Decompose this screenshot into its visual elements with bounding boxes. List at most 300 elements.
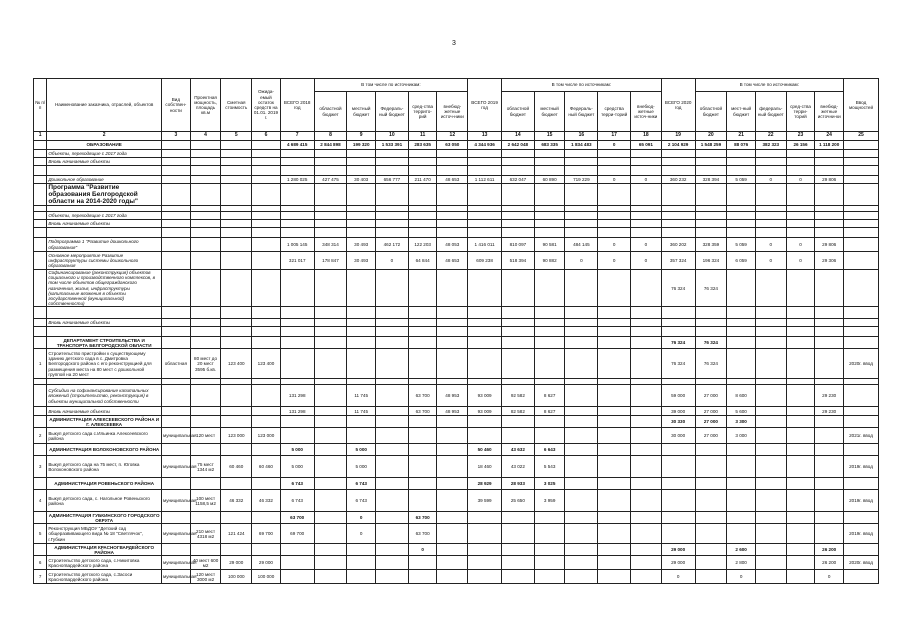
- cell-value: [314, 212, 347, 220]
- row-name: Вновь начинаемые объекты: [47, 220, 162, 228]
- cell-value: [468, 337, 502, 349]
- cell-value: [190, 407, 221, 416]
- cell-value: [347, 228, 376, 238]
- cell-value: [565, 327, 598, 337]
- cell-value: [347, 270, 376, 307]
- cell-value: [815, 456, 844, 478]
- cell-value: [755, 150, 786, 158]
- col-total-2018: ВСЕГО 2018 год: [280, 79, 314, 132]
- cell-value: [190, 150, 221, 158]
- cell-value: [280, 270, 314, 307]
- cell-value: [844, 270, 879, 307]
- cell-value: [755, 327, 786, 337]
- cell-value: [661, 478, 695, 490]
- cell-value: [844, 407, 879, 416]
- row-name: АДМИНИСТРАЦИЯ ГУБКИНСКОГО ГОРОДСКОГО ОКРУГА: [48, 512, 160, 523]
- cell-value: 0: [786, 176, 815, 184]
- cell-value: [347, 212, 376, 220]
- cell-value: [314, 220, 347, 228]
- cell-value: [376, 184, 409, 206]
- cell-value: [598, 349, 631, 379]
- row-name: Дошкольное образование: [47, 176, 162, 184]
- src-extra: внебюд-жетные источ-ники: [631, 92, 662, 132]
- cell-value: [280, 184, 314, 206]
- cell-value: [252, 228, 281, 238]
- cell-value: [314, 150, 347, 158]
- cell-value: [598, 456, 631, 478]
- cell-value: [695, 444, 727, 456]
- cell-value: 48 953: [437, 385, 468, 407]
- cell-value: [661, 319, 695, 327]
- cell-value: 5 059: [727, 238, 756, 252]
- table-row: [34, 166, 879, 176]
- cell-value: [162, 444, 191, 456]
- cell-value: [347, 166, 376, 176]
- cell-value: [598, 166, 631, 176]
- cell-value: [815, 166, 844, 176]
- cell-value: [221, 176, 252, 184]
- cell-value: [844, 158, 879, 166]
- cell-value: 65 091: [631, 141, 662, 150]
- cell-value: [408, 444, 437, 456]
- cell-value: [437, 478, 468, 490]
- cell-value: 46 332: [221, 490, 252, 512]
- cell-value: 3 000: [727, 428, 756, 444]
- cell-value: [437, 349, 468, 379]
- cell-value: [252, 150, 281, 158]
- cell-value: 8 600: [727, 385, 756, 407]
- cell-value: [631, 270, 662, 307]
- cell-value: [631, 524, 662, 544]
- cell-value: 5 600: [727, 407, 756, 416]
- cell-value: [631, 184, 662, 206]
- cell-value: [534, 220, 565, 228]
- cell-value: [162, 212, 191, 220]
- cell-value: 30 330: [661, 416, 695, 428]
- cell-value: [280, 228, 314, 238]
- cell-value: [408, 478, 437, 490]
- src-local: местный бюджет: [347, 92, 376, 132]
- cell-value: [598, 327, 631, 337]
- cell-value: [376, 349, 409, 379]
- row-number: [34, 478, 47, 490]
- cell-value: 2 104 929: [661, 141, 695, 150]
- cell-value: [631, 166, 662, 176]
- cell-value: [437, 456, 468, 478]
- cell-value: [280, 158, 314, 166]
- cell-value: 4 689 415: [280, 141, 314, 150]
- cell-value: 120 мест: [190, 428, 221, 444]
- cell-value: 6 743: [347, 478, 376, 490]
- cell-value: 8 627: [534, 407, 565, 416]
- cell-value: [468, 349, 502, 379]
- column-number: 8: [314, 132, 347, 141]
- cell-value: [502, 544, 535, 556]
- cell-value: 43 022: [502, 456, 535, 478]
- cell-value: [314, 544, 347, 556]
- cell-value: [221, 319, 252, 327]
- cell-value: [695, 228, 727, 238]
- column-number: 2: [47, 132, 162, 141]
- cell-value: [598, 212, 631, 220]
- cell-value: [408, 490, 437, 512]
- cell-value: 76 324: [661, 349, 695, 379]
- cell-value: [695, 184, 727, 206]
- cell-value: муниципальная: [162, 428, 191, 444]
- cell-value: 30 000: [661, 428, 695, 444]
- cell-value: [162, 176, 191, 184]
- cell-value: [437, 490, 468, 512]
- cell-value: [786, 337, 815, 349]
- cell-value: [755, 349, 786, 379]
- cell-value: [695, 490, 727, 512]
- table-row: [34, 158, 879, 166]
- cell-value: 48 653: [437, 252, 468, 270]
- cell-value: 26 156: [786, 141, 815, 150]
- cell-value: 90 581: [534, 238, 565, 252]
- cell-value: 0: [376, 252, 409, 270]
- cell-value: [437, 184, 468, 206]
- cell-value: 0: [631, 252, 662, 270]
- row-number: [34, 238, 47, 252]
- column-number: 22: [755, 132, 786, 141]
- cell-value: [755, 407, 786, 416]
- cell-value: [815, 349, 844, 379]
- cell-value: [844, 150, 879, 158]
- cell-value: [347, 150, 376, 158]
- table-row: [34, 544, 879, 556]
- cell-value: [534, 184, 565, 206]
- cell-value: 123 000: [252, 428, 281, 444]
- cell-value: [437, 556, 468, 570]
- cell-value: 93 009: [468, 385, 502, 407]
- cell-value: 0: [727, 570, 756, 584]
- cell-value: [190, 176, 221, 184]
- row-name: Объекты, переходящие с 2017 года: [47, 150, 162, 158]
- cell-value: [755, 556, 786, 570]
- cell-value: [252, 544, 281, 556]
- cell-value: [280, 307, 314, 319]
- row-number: 3: [34, 456, 47, 478]
- cell-value: 348 314: [314, 238, 347, 252]
- cell-value: [376, 407, 409, 416]
- row-name: Реконструкция МБДОУ "Детский сад общеразвивающего вида № 18 "Светлячок", г.Губкин: [47, 524, 162, 544]
- cell-value: [631, 444, 662, 456]
- cell-value: 93 009: [468, 407, 502, 416]
- cell-value: 5 059: [727, 176, 756, 184]
- src-territories: сред-ства терри-торий: [786, 92, 815, 132]
- cell-value: [661, 444, 695, 456]
- cell-value: 357 324: [661, 252, 695, 270]
- cell-value: 11 745: [347, 385, 376, 407]
- cell-value: [221, 337, 252, 349]
- cell-value: 27 000: [695, 407, 727, 416]
- cell-value: [502, 319, 535, 327]
- row-number: [34, 270, 47, 307]
- cell-value: [755, 184, 786, 206]
- cell-value: [786, 544, 815, 556]
- cell-value: 1 112 611: [468, 176, 502, 184]
- cell-value: [727, 349, 756, 379]
- cell-value: [598, 319, 631, 327]
- table-row: [34, 385, 879, 407]
- cell-value: [252, 220, 281, 228]
- row-number: [34, 444, 47, 456]
- cell-value: [376, 220, 409, 228]
- table-row: [34, 307, 879, 319]
- cell-value: [502, 524, 535, 544]
- sources-group-2019: В том числе по источникам:: [502, 79, 662, 92]
- cell-value: [815, 327, 844, 337]
- cell-value: [408, 570, 437, 584]
- cell-value: [565, 212, 598, 220]
- cell-value: [468, 428, 502, 444]
- cell-value: [598, 478, 631, 490]
- table-body: [34, 141, 879, 584]
- row-number: [34, 212, 47, 220]
- cell-value: [190, 544, 221, 556]
- cell-value: [408, 150, 437, 158]
- cell-value: [347, 184, 376, 206]
- cell-value: [502, 337, 535, 349]
- cell-value: 27 000: [695, 385, 727, 407]
- cell-value: [786, 327, 815, 337]
- cell-value: 100 000: [252, 570, 281, 584]
- cell-value: [755, 212, 786, 220]
- row-name: Объекты, переходящие с 2017 года: [47, 212, 162, 220]
- cell-value: [815, 490, 844, 512]
- cell-value: 5 000: [347, 456, 376, 478]
- cell-value: [437, 319, 468, 327]
- cell-value: 131 298: [280, 385, 314, 407]
- column-number: 18: [631, 132, 662, 141]
- cell-value: [502, 307, 535, 319]
- src-regional: областной бюджет: [502, 92, 535, 132]
- cell-value: [314, 444, 347, 456]
- table-row: [34, 212, 879, 220]
- cell-value: [534, 150, 565, 158]
- column-number: 15: [534, 132, 565, 141]
- table-row: [34, 556, 879, 570]
- row-number: [34, 337, 47, 349]
- cell-value: 30 493: [347, 238, 376, 252]
- cell-value: [502, 166, 535, 176]
- cell-value: [252, 416, 281, 428]
- cell-value: [755, 158, 786, 166]
- cell-value: [727, 158, 756, 166]
- cell-value: 427 475: [314, 176, 347, 184]
- table-row: [34, 220, 879, 228]
- cell-value: 48 653: [437, 176, 468, 184]
- cell-value: [631, 307, 662, 319]
- cell-value: 121 424: [221, 524, 252, 544]
- cell-value: [631, 544, 662, 556]
- cell-value: 82 582: [502, 407, 535, 416]
- row-number: 5: [34, 524, 47, 544]
- row-number: [34, 407, 47, 416]
- cell-value: [598, 490, 631, 512]
- cell-value: [631, 228, 662, 238]
- cell-value: [280, 416, 314, 428]
- table-row: [34, 270, 879, 307]
- cell-value: [162, 478, 191, 490]
- page-number: 3: [452, 40, 456, 47]
- cell-value: 3 025: [534, 478, 565, 490]
- cell-value: 178 847: [314, 252, 347, 270]
- cell-value: [408, 228, 437, 238]
- row-number: 7: [34, 570, 47, 584]
- cell-value: [190, 307, 221, 319]
- sources-group-2018: В том числе по источникам:: [314, 79, 468, 92]
- cell-value: [437, 150, 468, 158]
- cell-value: [408, 220, 437, 228]
- cell-value: [844, 544, 879, 556]
- cell-value: [408, 337, 437, 349]
- src-regional: областной бюджет: [314, 92, 347, 132]
- cell-value: [695, 307, 727, 319]
- cell-value: [376, 478, 409, 490]
- row-number: [34, 385, 47, 407]
- column-numbers-row: [34, 132, 879, 141]
- column-number: 17: [598, 132, 631, 141]
- cell-value: [631, 407, 662, 416]
- cell-value: [376, 444, 409, 456]
- cell-value: [598, 337, 631, 349]
- cell-value: [727, 270, 756, 307]
- cell-value: [280, 220, 314, 228]
- cell-value: [252, 337, 281, 349]
- cell-value: [661, 307, 695, 319]
- cell-value: [565, 166, 598, 176]
- row-name: Выкуп детского сада на 75 мест, п. Юговка Волоконовского района: [47, 456, 162, 478]
- cell-value: [502, 327, 535, 337]
- cell-value: [347, 319, 376, 327]
- cell-value: 28 929: [468, 478, 502, 490]
- column-number: 7: [280, 132, 314, 141]
- cell-value: 1 416 011: [468, 238, 502, 252]
- cell-value: 80 мест до 20 мест 3595 б.кв.: [190, 349, 221, 379]
- cell-value: [252, 212, 281, 220]
- cell-value: [695, 570, 727, 584]
- cell-value: 462 172: [376, 238, 409, 252]
- cell-value: [755, 570, 786, 584]
- cell-value: [162, 166, 191, 176]
- cell-value: [727, 184, 756, 206]
- column-number: 10: [376, 132, 409, 141]
- cell-value: [376, 158, 409, 166]
- cell-value: [190, 252, 221, 270]
- cell-value: 0: [347, 524, 376, 544]
- cell-value: [844, 385, 879, 407]
- cell-value: [598, 220, 631, 228]
- cell-value: [437, 544, 468, 556]
- cell-value: 100 000: [221, 570, 252, 584]
- cell-value: [221, 444, 252, 456]
- cell-value: [786, 319, 815, 327]
- row-number: [34, 319, 47, 327]
- cell-value: [280, 349, 314, 379]
- cell-value: [815, 524, 844, 544]
- cell-value: [280, 166, 314, 176]
- cell-value: 360 202: [661, 238, 695, 252]
- cell-value: муниципальная: [162, 490, 191, 512]
- cell-value: [468, 556, 502, 570]
- cell-value: [314, 349, 347, 379]
- cell-value: [162, 150, 191, 158]
- cell-value: 63 700: [408, 385, 437, 407]
- cell-value: [376, 416, 409, 428]
- cell-value: [631, 478, 662, 490]
- cell-value: [468, 184, 502, 206]
- cell-value: [815, 337, 844, 349]
- cell-value: [314, 327, 347, 337]
- cell-value: 18 460: [468, 456, 502, 478]
- cell-value: [190, 512, 221, 524]
- cell-value: [631, 556, 662, 570]
- cell-value: [695, 544, 727, 556]
- cell-value: 328 359: [695, 238, 727, 252]
- cell-value: [190, 416, 221, 428]
- cell-value: [695, 212, 727, 220]
- cell-value: [844, 212, 879, 220]
- row-name: Выкуп детского сада, с. Нагольное Ровеньского района: [47, 490, 162, 512]
- cell-value: [437, 212, 468, 220]
- cell-value: [727, 490, 756, 512]
- cell-value: [347, 556, 376, 570]
- cell-value: [755, 385, 786, 407]
- cell-value: [162, 307, 191, 319]
- cell-value: [534, 524, 565, 544]
- column-number: 14: [502, 132, 535, 141]
- cell-value: [408, 349, 437, 379]
- cell-value: [190, 270, 221, 307]
- cell-value: [190, 238, 221, 252]
- cell-value: [437, 307, 468, 319]
- cell-value: [755, 220, 786, 228]
- column-number: 9: [347, 132, 376, 141]
- cell-value: [314, 166, 347, 176]
- cell-value: [631, 158, 662, 166]
- cell-value: [376, 385, 409, 407]
- cell-value: [844, 141, 879, 150]
- cell-value: [534, 166, 565, 176]
- cell-value: [221, 478, 252, 490]
- cell-value: [190, 385, 221, 407]
- cell-value: [727, 524, 756, 544]
- cell-value: [565, 570, 598, 584]
- src-federal: Федераль-ный бюджет: [376, 92, 409, 132]
- cell-value: [844, 238, 879, 252]
- cell-value: [437, 570, 468, 584]
- cell-value: [631, 385, 662, 407]
- cell-value: [815, 416, 844, 428]
- cell-value: [280, 544, 314, 556]
- cell-value: [221, 212, 252, 220]
- cell-value: [376, 512, 409, 524]
- cell-value: [502, 556, 535, 570]
- cell-value: [408, 456, 437, 478]
- cell-value: [755, 428, 786, 444]
- table-row: [34, 512, 879, 524]
- cell-value: [695, 220, 727, 228]
- cell-value: [755, 166, 786, 176]
- cell-value: [376, 319, 409, 327]
- cell-value: [162, 158, 191, 166]
- cell-value: [468, 270, 502, 307]
- col-cost: Сметная стоимость: [221, 79, 252, 132]
- cell-value: 283 635: [408, 141, 437, 150]
- cell-value: [727, 327, 756, 337]
